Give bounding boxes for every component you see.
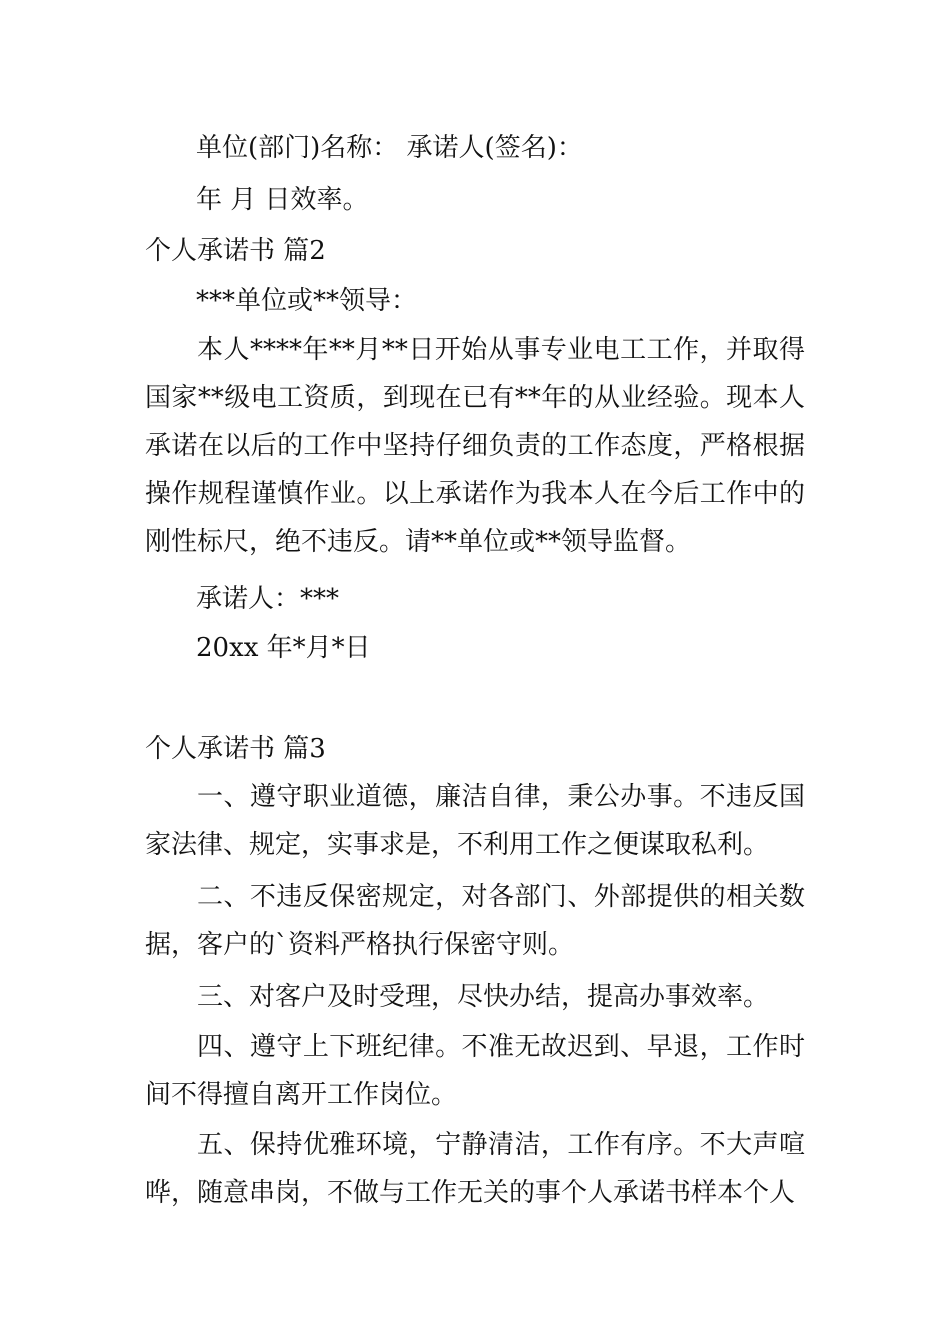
signature-date: 20xx 年*月*日 xyxy=(196,633,371,663)
commitment-body-paragraph: 本人****年**月**日开始从事专业电工工作，并取得国家**级电工资质，到现在已有**年的从业经验。现本人承诺在以后的工作中坚持仔细负责的工作态度，严格根据操作规程谨慎作业。以上承诺作为我本人在今后工作中的刚性标尺，绝不违反。请**单位或**领导监督。 xyxy=(145,335,805,557)
list-item-5: 五、保持优雅环境，宁静清洁，工作有序。不大声喧哗，随意串岗，不做与工作无关的事个人承诺书样本个人 xyxy=(145,1130,805,1208)
list-item-2: 二、不违反保密规定，对各部门、外部提供的相关数据，客户的`资料严格执行保密守则。 xyxy=(145,882,805,960)
list-item-1: 一、遵守职业道德，廉洁自律，秉公办事。不违反国家法律、规定，实事求是，不利用工作之便谋取私利。 xyxy=(145,782,805,860)
section-2-heading: 个人承诺书 篇2 xyxy=(145,236,326,266)
date-line: 年 月 日效率。 xyxy=(196,185,369,215)
section-3-heading: 个人承诺书 篇3 xyxy=(145,734,326,764)
unit-signature-line: 单位(部门)名称： 承诺人(签名)： xyxy=(196,133,583,163)
signer-line: 承诺人：*** xyxy=(196,584,340,614)
salutation: ***单位或**领导： xyxy=(196,286,418,316)
list-item-4: 四、遵守上下班纪律。不准无故迟到、早退，工作时间不得擅自离开工作岗位。 xyxy=(145,1032,805,1110)
list-item-3: 三、对客户及时受理，尽快办结，提高办事效率。 xyxy=(197,982,770,1012)
